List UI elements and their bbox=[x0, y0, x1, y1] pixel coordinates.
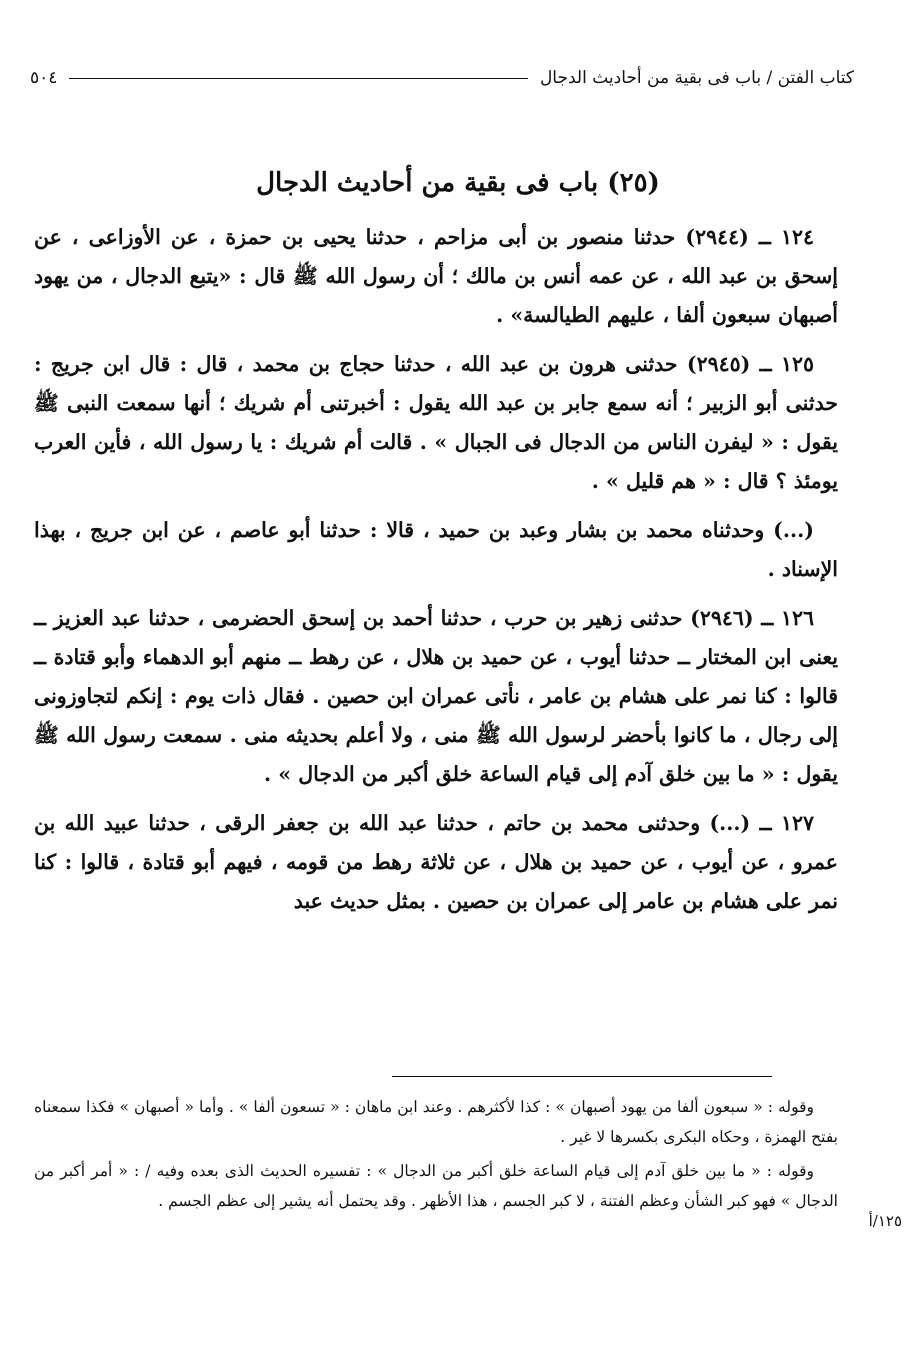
hadith-paragraph: ١٢٦ ــ (٢٩٤٦) حدثنى زهير بن حرب ، حدثنا أحمد بن إسحق الحضرمى ، حدثنا عبد العزيز ــ يعنى ابن المختار ــ حدثنا أيوب ، عن حميد بن هلال ، عن رهط ــ منهم أبو الدهماء وأبو قتادة ــ قالوا : كنا نمر على هشام بن عامر ، نأتى عمران ابن حصين . فقال ذات يوم : إنكم لتجاوزونى إلى رجال ، ما كانوا بأحضر لرسول الله ﷺ منى ، ولا أعلم بحديثه منى . سمعت رسول الله ﷺ يقول : « ما بين خلق آدم إلى قيام الساعة خلق أكبر من الدجال » . bbox=[34, 606, 838, 786]
footnote-paragraph: وقوله : « ما بين خلق آدم إلى قيام الساعة خلق أكبر من الدجال » : تفسيره الحديث الذى بعده وفيه / : « أمر أكبر من الدجال » فهو كبر الشأن وعظم الفتنة ، لا كبر الجسم ، هذا الأظهر . وقد يحتمل أنه يشير إلى عظم الجسم . bbox=[34, 1162, 838, 1210]
running-header bbox=[30, 62, 854, 94]
footnotes bbox=[34, 1092, 838, 1220]
page-number: ٥٠٤ bbox=[30, 68, 58, 88]
footnote-paragraph: وقوله : « سبعون ألفا من يهود أصبهان » : كذا لأكثرهم . وعند ابن ماهان : « تسعون ألفا » . وأما « أصبهان » فكذا سمعناه بفتح الهمزة ، وحكاه البكرى بكسرها لا غير . bbox=[34, 1098, 838, 1146]
footnote-separator bbox=[392, 1076, 772, 1077]
hadith-paragraph: ١٢٧ ــ (...) وحدثنى محمد بن حاتم ، حدثنا عبد الله بن جعفر الرقى ، حدثنا عبيد الله بن عمرو ، عن أيوب ، عن حميد بن هلال ، عن ثلاثة رهط من قومه ، فيهم أبو قتادة ، قالوا : كنا نمر على هشام بن عامر إلى عمران بن حصين . بمثل حديث عبد bbox=[34, 811, 838, 913]
hadith-paragraph: (...) وحدثناه محمد بن بشار وعبد بن حميد ، قالا : حدثنا أبو عاصم ، عن ابن جريج ، بهذا الإسناد . bbox=[34, 518, 838, 581]
main-text bbox=[34, 218, 838, 931]
chapter-title: (٢٥) باب فى بقية من أحاديث الدجال bbox=[256, 168, 660, 198]
hadith-paragraph: ١٢٥ ــ (٢٩٤٥) حدثنى هرون بن عبد الله ، حدثنا حجاج بن محمد ، قال : قال ابن جريج : حدثنى أبو الزبير ؛ أنه سمع جابر بن عبد الله يقول : أخبرتنى أم شريك ؛ أنها سمعت النبى ﷺ يقول : « ليفرن الناس من الدجال فى الجبال » . قالت أم شريك : يا رسول الله ، فأين العرب يومئذ ؟ قال : « هم قليل » . bbox=[34, 352, 838, 493]
header-rule bbox=[69, 78, 528, 79]
header-title: كتاب الفتن / باب فى بقية من أحاديث الدجال bbox=[539, 68, 854, 88]
hadith-paragraph: ١٢٤ ــ (٢٩٤٤) حدثنا منصور بن أبى مزاحم ، حدثنا يحيى بن حمزة ، عن الأوزاعى ، عن إسحق بن عبد الله ، عن عمه أنس بن مالك ؛ أن رسول الله ﷺ قال : «يتبع الدجال ، من يهود أصبهان سبعون ألفا ، عليهم الطيالسة» . bbox=[34, 225, 838, 327]
margin-folio-reference: ١٢٥/أ bbox=[868, 1212, 902, 1230]
